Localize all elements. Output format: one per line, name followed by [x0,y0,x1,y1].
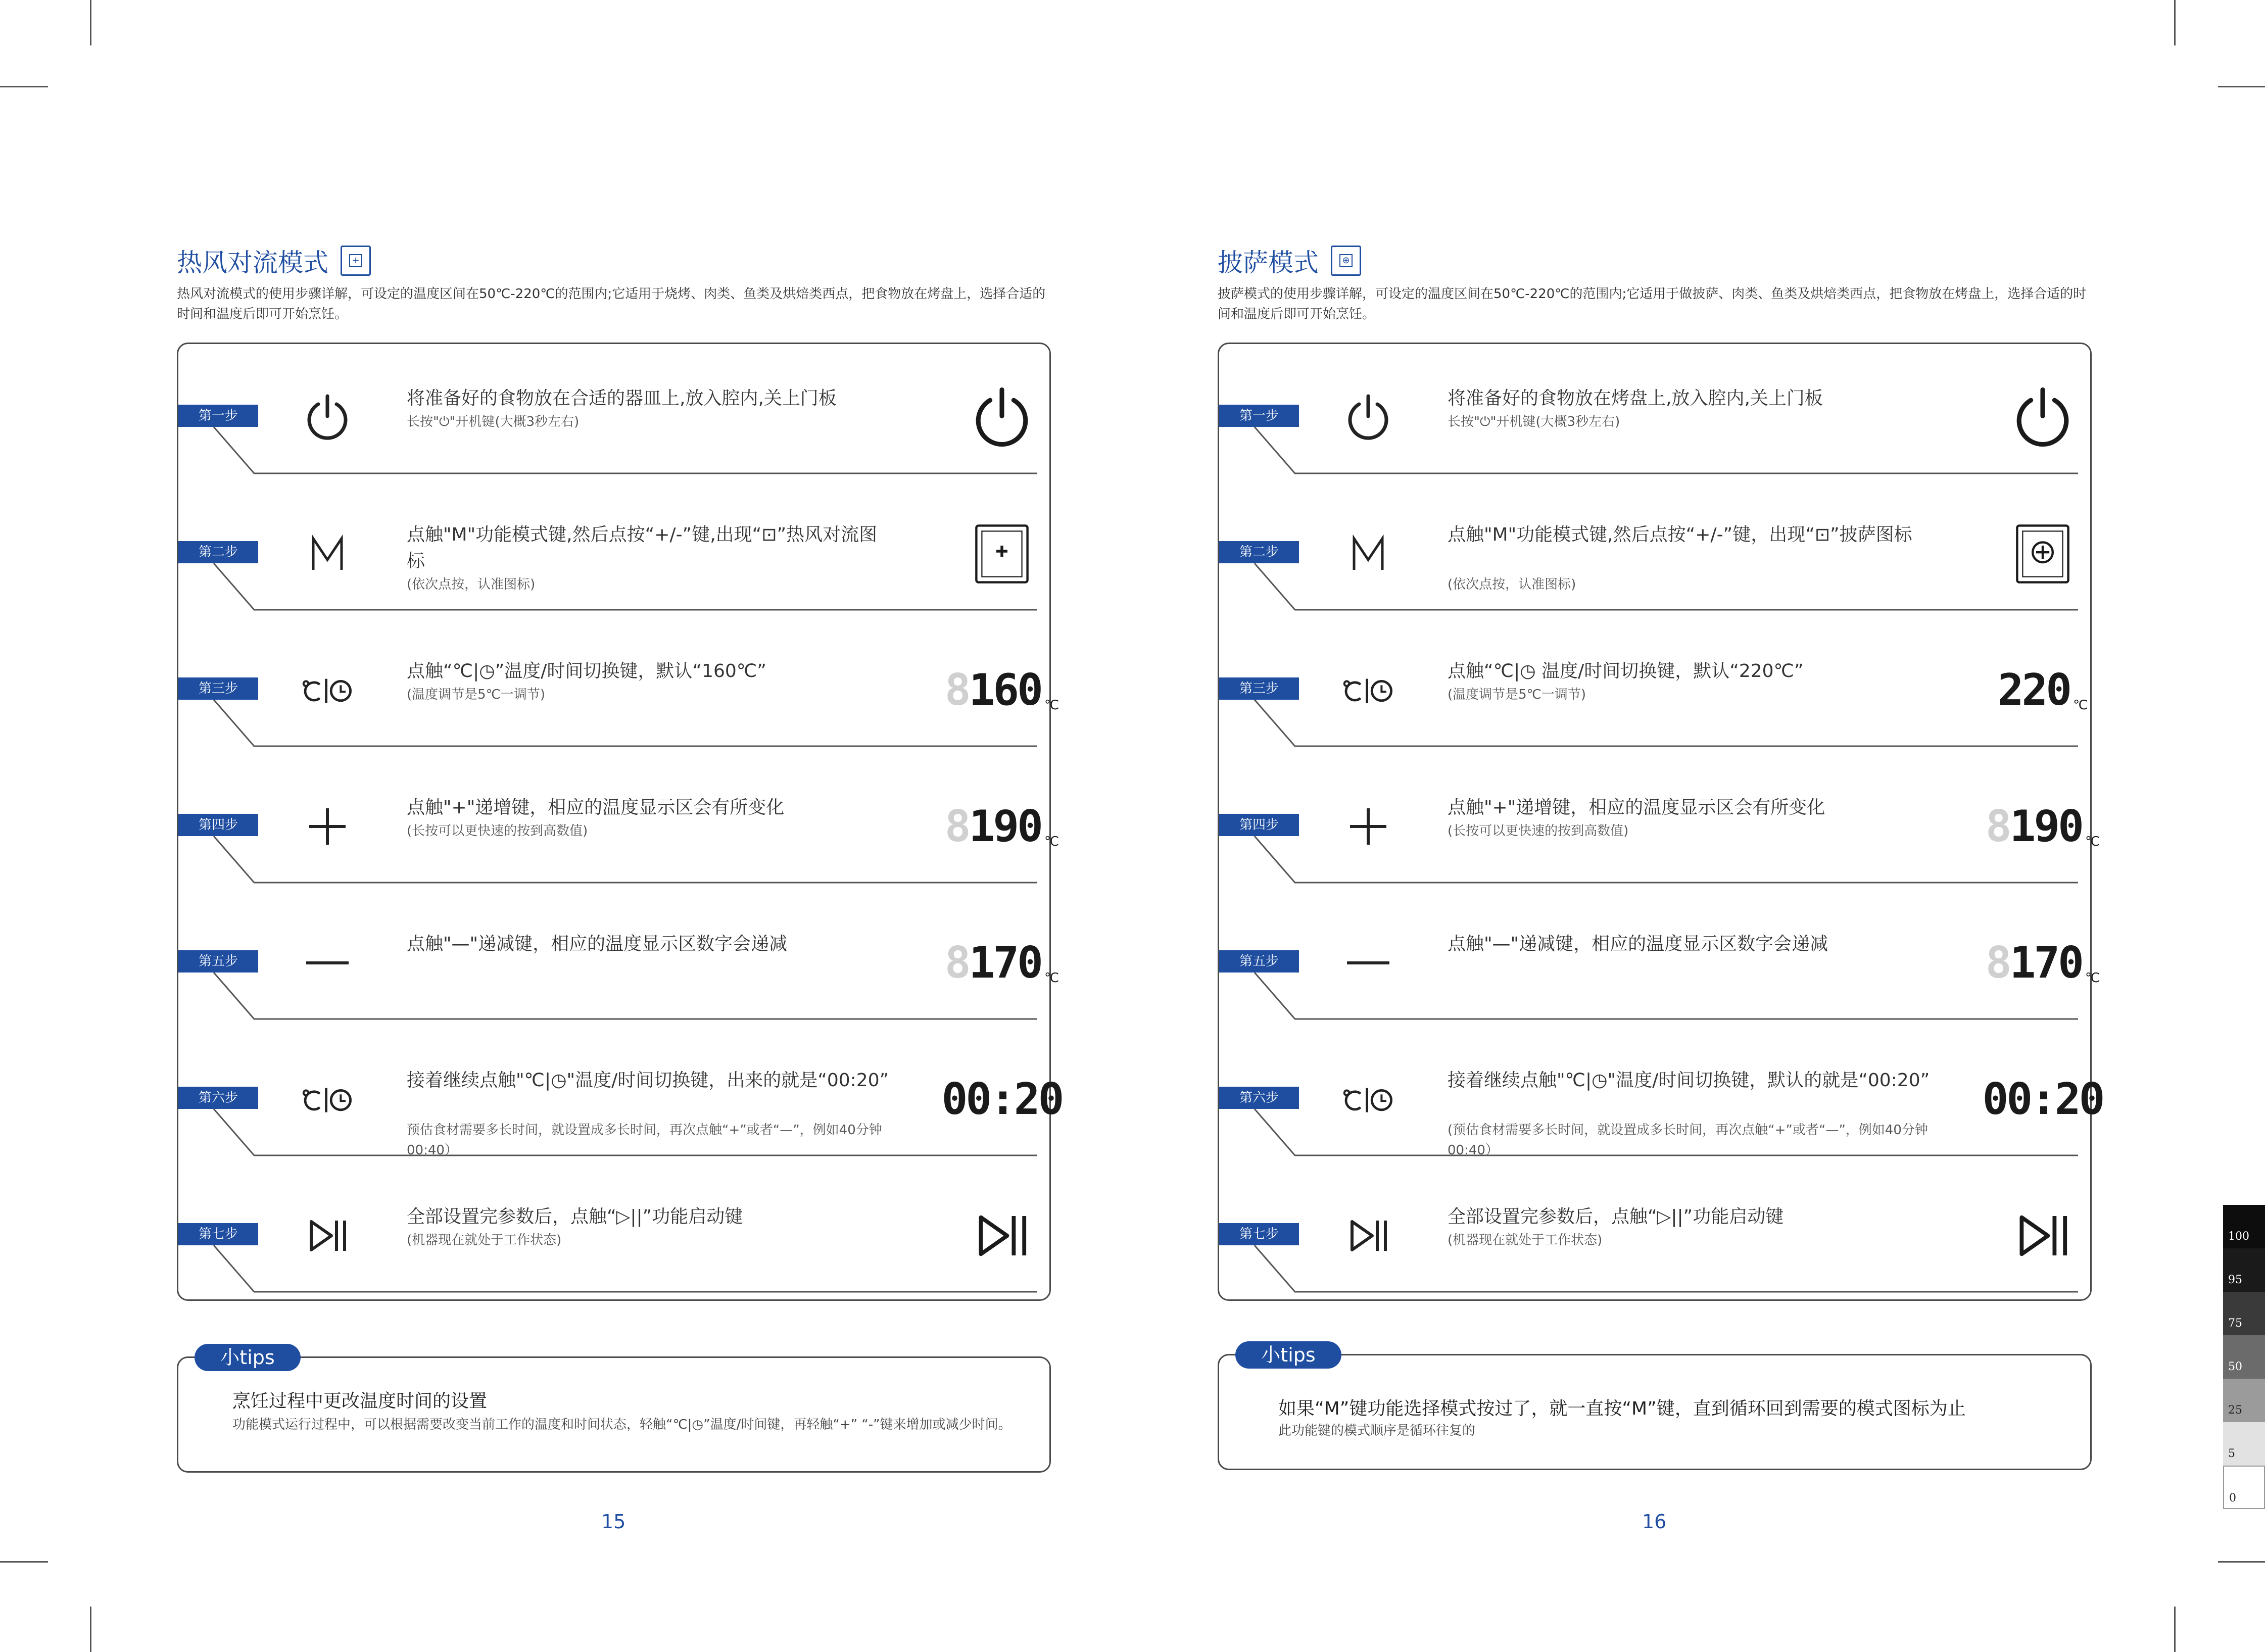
step-tag: 第二步 [1219,541,1299,563]
step-instruction: 点触"—"递减键，相应的温度显示区数字会递减 [1448,934,1828,954]
page-left [174,0,1235,1652]
tips-body: 此功能键的模式顺序是循环往复的 [1278,1423,1476,1438]
step-row [1219,1208,2093,1344]
step-row [178,797,1059,935]
tips-body: 功能模式运行过程中，可以根据需要改变当前工作的温度和时间状态，轻触“℃|◷”温度/时间键，再轻触“+” “-”键来增加或减少时间。 [232,1417,1011,1432]
step-note: (机器现在就处于工作状态) [407,1233,562,1248]
step-instruction: 点触"M"功能模式键,然后点按“+/-”键，出现“⊡”披萨图标 [1448,524,1912,545]
step-row [178,1070,1063,1208]
gray-swatch: 0 [2223,1466,2265,1509]
crop-mark [0,1561,48,1563]
pizza-icon: ⊕ [1331,246,1361,276]
step-row [1219,390,2093,526]
page-title-text: 热风对流模式 [177,248,328,277]
gray-swatch: 5 [2223,1422,2265,1466]
display-readout: 00:20 [1982,1074,2103,1125]
step-row [1219,934,2100,1072]
step-tag: 第三步 [1219,677,1299,700]
step-instruction: 点触"M"功能模式键,然后点按“+/-”键,出现“⊡”热风对流图标 [407,524,878,571]
step-row [1219,797,2100,935]
display-readout: 220 ℃ [1997,665,2088,715]
minus-icon [1335,930,1401,996]
play-pause-icon [1335,1203,1401,1269]
page-number: 16 [1642,1511,1667,1533]
pizza-icon [1992,516,2093,592]
page-title [1218,242,1361,279]
play-pause-icon [951,1198,1052,1274]
step-row [1219,526,2093,662]
step-tag: 第五步 [1219,950,1299,973]
step-row [178,934,1059,1072]
display-readout: 00:20 [941,1074,1063,1125]
step-instruction: 将准备好的食物放在合适的器皿上,放入腔内,关上门板 [407,388,837,409]
step-note: 长按"⏻"开机键(大概3秒左右) [1448,414,1620,429]
steps-card [1218,343,2103,1301]
play-pause-icon [295,1203,360,1269]
tips-heading: 如果“M”键功能选择模式按过了，就一直按“M”键，直到循环回到需要的模式图标为止 [1278,1398,1966,1419]
crop-mark [90,1607,91,1652]
step-row [1219,662,2093,799]
step-tag: 第七步 [1219,1223,1299,1245]
tips-badge: 小tips [1235,1341,1341,1369]
convection-icon [951,516,1052,592]
step-tag: 第六步 [1219,1087,1299,1109]
gray-swatch: 25 [2223,1379,2265,1422]
step-instruction: 点触"+"递增键，相应的温度显示区会有所变化 [407,797,785,818]
power-icon [1335,384,1401,450]
step-row [178,526,1052,662]
crop-mark [0,86,48,87]
power-icon [951,379,1052,455]
play-pause-icon [1992,1198,2093,1274]
mode-m-icon [1335,521,1401,587]
steps-card [177,343,1063,1301]
gray-swatch: 95 [2223,1248,2265,1292]
step-instruction: 将准备好的食物放在烤盘上,放入腔内,关上门板 [1448,388,1823,409]
step-note: 长按"⏻"开机键(大概3秒左右) [407,414,580,429]
tips-heading: 烹饪过程中更改温度时间的设置 [232,1391,488,1412]
step-note: (依次点按，认准图标) [407,577,536,592]
step-tag: 第六步 [178,1087,258,1109]
gray-swatch: 75 [2223,1292,2265,1335]
step-instruction: 接着继续点触"℃|◷"温度/时间切换键，出来的就是“00:20” [407,1070,889,1091]
step-tag: 第五步 [178,950,258,973]
power-icon [295,384,360,450]
plus-icon [295,794,360,859]
step-instruction: 点触“℃|◷ 温度/时间切换键，默认“220℃” [1448,661,1804,682]
step-note: (长按可以更快速的按到高数值) [407,823,588,839]
display-readout: 8 170 ℃ [1985,938,2100,988]
power-icon [1992,379,2093,455]
mode-m-icon [295,521,360,587]
tips-badge: 小tips [195,1344,301,1371]
step-instruction: 全部设置完参数后，点触“▷||”功能启动键 [1448,1206,1784,1227]
step-tag: 第一步 [178,405,258,427]
step-note: (温度调节是5℃一调节) [407,687,546,702]
temp-time-icon [295,1066,360,1132]
step-tag: 第四步 [1219,814,1299,836]
temp-time-icon [295,657,360,723]
step-note: (依次点按，认准图标) [1448,577,1576,592]
step-tag: 第一步 [1219,405,1299,427]
step-note: (机器现在就处于工作状态) [1448,1233,1603,1248]
step-tag: 第三步 [178,677,258,700]
step-row [178,1208,1052,1344]
page-title [177,242,371,279]
display-readout: 8 160 ℃ [944,665,1059,715]
temp-time-icon [1335,657,1401,723]
step-instruction: 点触“℃|◷”温度/时间切换键，默认“160℃” [407,661,766,682]
intro-text: 披萨模式的使用步骤详解，可设定的温度区间在50℃-220℃的范围内;它适用于做披萨、肉类、鱼类及烘焙类西点，把食物放在烤盘上，选择合适的时间和温度后即可开始烹饪。 [1218,286,2087,322]
crop-mark [90,0,91,45]
step-instruction: 接着继续点触"℃|◷"温度/时间切换键，默认的就是“00:20” [1448,1070,1930,1091]
convection-icon: + [341,246,371,276]
display-readout: 8 170 ℃ [944,938,1059,988]
step-instruction: 全部设置完参数后，点触“▷||”功能启动键 [407,1206,743,1227]
step-instruction: 点触"—"递减键，相应的温度显示区数字会递减 [407,934,788,954]
temp-time-icon [1335,1066,1401,1132]
page-title-text: 披萨模式 [1218,248,1319,277]
step-note: (预估食材需要多长时间，就设置成多长时间，再次点触“+”或者“—”，例如40分钟 00:40） [1448,1123,1928,1158]
step-row [1219,1070,2103,1208]
intro-text: 热风对流模式的使用步骤详解，可设定的温度区间在50℃-220℃的范围内;它适用于烧烤、肉类、鱼类及烘焙类西点，把食物放在烤盘上，选择合适的时间和温度后即可开始烹饪。 [177,286,1046,322]
minus-icon [295,930,360,996]
step-note: (温度调节是5℃一调节) [1448,687,1586,702]
step-tag: 第七步 [178,1223,258,1245]
page-number: 15 [601,1511,626,1533]
step-row [178,661,1059,799]
step-instruction: 点触"+"递增键，相应的温度显示区会有所变化 [1448,797,1825,818]
plus-icon [1335,794,1401,859]
step-tag: 第四步 [178,814,258,836]
step-note: (长按可以更快速的按到高数值) [1448,823,1629,839]
step-tag: 第二步 [178,541,258,563]
step-row [178,390,1052,526]
display-readout: 8 190 ℃ [944,801,1059,852]
step-note: 预估食材需要多长时间，就设置成多长时间，再次点触“+”或者“—”，例如40分钟 00:40） [407,1123,882,1158]
gray-swatch: 50 [2223,1335,2265,1379]
display-readout: 8 190 ℃ [1985,801,2100,852]
gray-swatch: 100 [2223,1205,2265,1248]
page-right [1215,0,2265,1652]
